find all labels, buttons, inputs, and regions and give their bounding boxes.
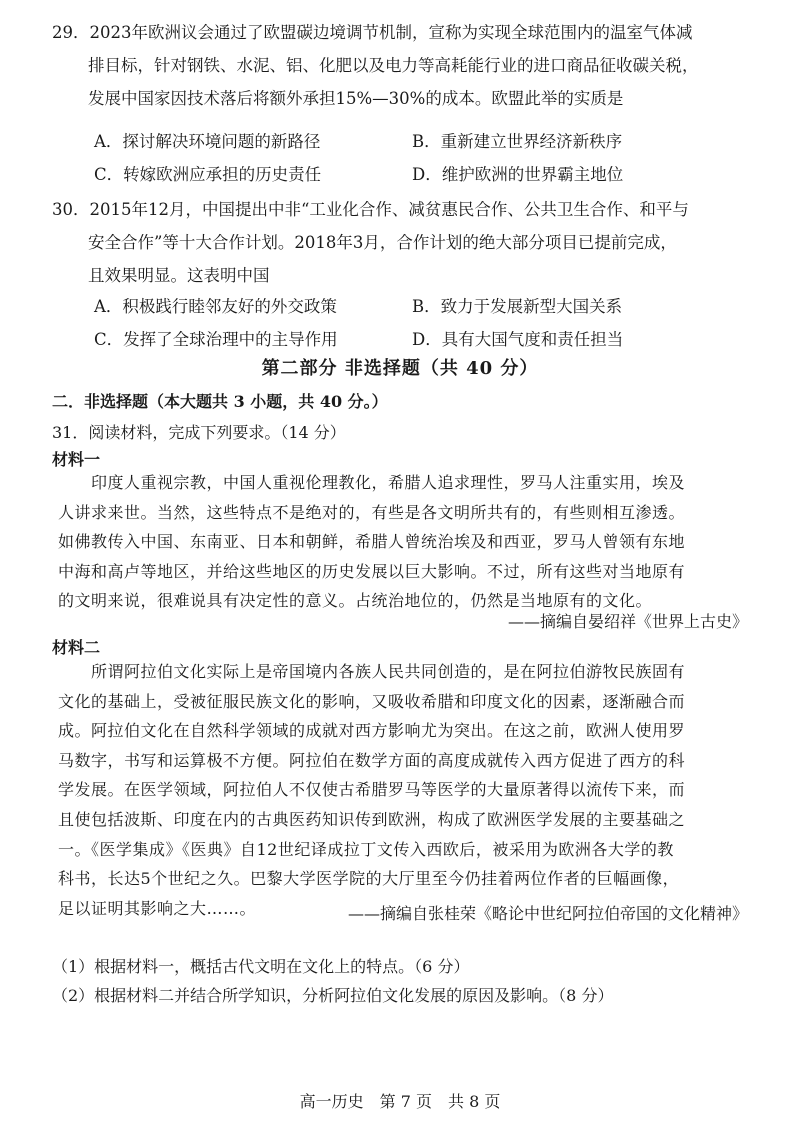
- requirement-2: （2）根据材料二并结合所学知识，分析阿拉伯文化发展的原因及影响。（8 分）: [52, 986, 614, 1005]
- material-1-line: 印度人重视宗教，中国人重视伦理教化，希腊人追求理性，罗马人注重实用，埃及: [91, 473, 686, 492]
- material-1-text: [58, 468, 748, 616]
- question-29-line-2: 排目标，针对钢铁、水泥、铝、化肥以及电力等高耗能行业的进口商品征收碳关税，: [88, 56, 699, 75]
- option-b: B．致力于发展新型大国关系: [412, 297, 623, 316]
- material-2-line: 成。阿拉伯文化在自然科学领域的成就对西方影响尤为突出。在这之前，欧洲人使用罗: [58, 721, 686, 741]
- material-1-line: 人讲求来世。当然，这些特点不是绝对的，有些是各文明所共有的，有些则相互渗透。: [58, 502, 686, 522]
- material-2-source: ——摘编自张桂荣《略论中世纪阿拉伯帝国的文化精神》: [347, 904, 748, 923]
- material-1-line: 中海和高卢等地区，并给这些地区的历史发展以巨大影响。不过，所有这些对当地原有: [58, 561, 686, 581]
- option-c: C．转嫁欧洲应承担的历史责任: [94, 165, 322, 184]
- page-footer: 高一历史 第 7 页 共 8 页: [299, 1092, 501, 1111]
- material-2-line: 文化的基础上，受被征服民族文化的影响，又吸收希腊和印度文化的因素，逐渐融合而: [58, 691, 686, 711]
- option-a: A．探讨解决环境问题的新路径: [94, 132, 321, 151]
- question-29-options: [94, 125, 754, 191]
- material-2-text: [58, 657, 748, 923]
- material-1-line: 如佛教传入中国、东南亚、日本和朝鲜，希腊人曾统治埃及和西亚，罗马人曾领有东地: [58, 532, 686, 552]
- material-2-line: 且使包括波斯、印度在内的古典医药知识传到欧洲，构成了欧洲医学发展的主要基础之: [58, 809, 686, 829]
- question-30-options: [94, 290, 754, 356]
- question-30-line-3: 且效果明显。这表明中国: [88, 266, 270, 285]
- requirement-1: （1）根据材料一，概括古代文明在文化上的特点。（6 分）: [52, 957, 470, 976]
- question-29-line-3: 发展中国家因技术落后将额外承担15%—30%的成本。欧盟此举的实质是: [88, 89, 624, 108]
- part-title: 第二部分 非选择题（共 40 分）: [261, 358, 539, 379]
- section-title: 二．非选择题（本大题共 3 小题，共 40 分。）: [52, 392, 388, 411]
- option-b: B．重新建立世界经济新秩序: [412, 132, 623, 151]
- material-2-line: 所谓阿拉伯文化实际上是帝国境内各族人民共同创造的，是在阿拉伯游牧民族固有: [91, 662, 686, 681]
- question-30: [52, 193, 752, 292]
- question-30-line-2: 安全合作”等十大合作计划。2018年3月，合作计划的绝大部分项目已提前完成，: [88, 233, 677, 252]
- option-a: A．积极践行睦邻友好的外交政策: [94, 297, 337, 316]
- question-30-line-1: 30．2015年12月，中国提出中非“工业化合作、减贫惠民合作、公共卫生合作、和平与: [52, 200, 689, 219]
- option-c: C．发挥了全球治理中的主导作用: [94, 330, 338, 349]
- material-1-source: ——摘编自晏绍祥《世界上古史》: [507, 612, 748, 631]
- material-2-line: 马数字，书写和运算极不方便。阿拉伯在数学方面的高度成就传入西方促进了西方的科: [58, 750, 686, 770]
- material-2-line: 科书，长达5个世纪之久。巴黎大学医学院的大厅里至今仍挂着两位作者的巨幅画像，: [58, 869, 680, 889]
- question-31-intro: 31．阅读材料，完成下列要求。（14 分）: [52, 423, 346, 442]
- material-2-label: 材料二: [52, 638, 101, 657]
- material-2-line: 足以证明其影响之大……。: [58, 898, 257, 918]
- option-d: D．维护欧洲的世界霸主地位: [412, 165, 624, 184]
- question-29: [52, 16, 752, 115]
- question-29-line-1: 29．2023年欧洲议会通过了欧盟碳边境调节机制，宣称为实现全球范围内的温室气体减: [52, 23, 693, 42]
- material-2-line: 一。《医学集成》《医典》自12世纪译成拉丁文传入西欧后，被采用为欧洲各大学的教: [58, 839, 674, 859]
- option-d: D．具有大国气度和责任担当: [412, 330, 624, 349]
- material-1-line: 的文明来说，很难说具有决定性的意义。占统治地位的，仍然是当地原有的文化。: [58, 591, 653, 611]
- material-2-line: 学发展。在医学领域，阿拉伯人不仅使古希腊罗马等医学的大量原著得以流传下来，而: [58, 780, 686, 800]
- material-1-label: 材料一: [52, 450, 101, 469]
